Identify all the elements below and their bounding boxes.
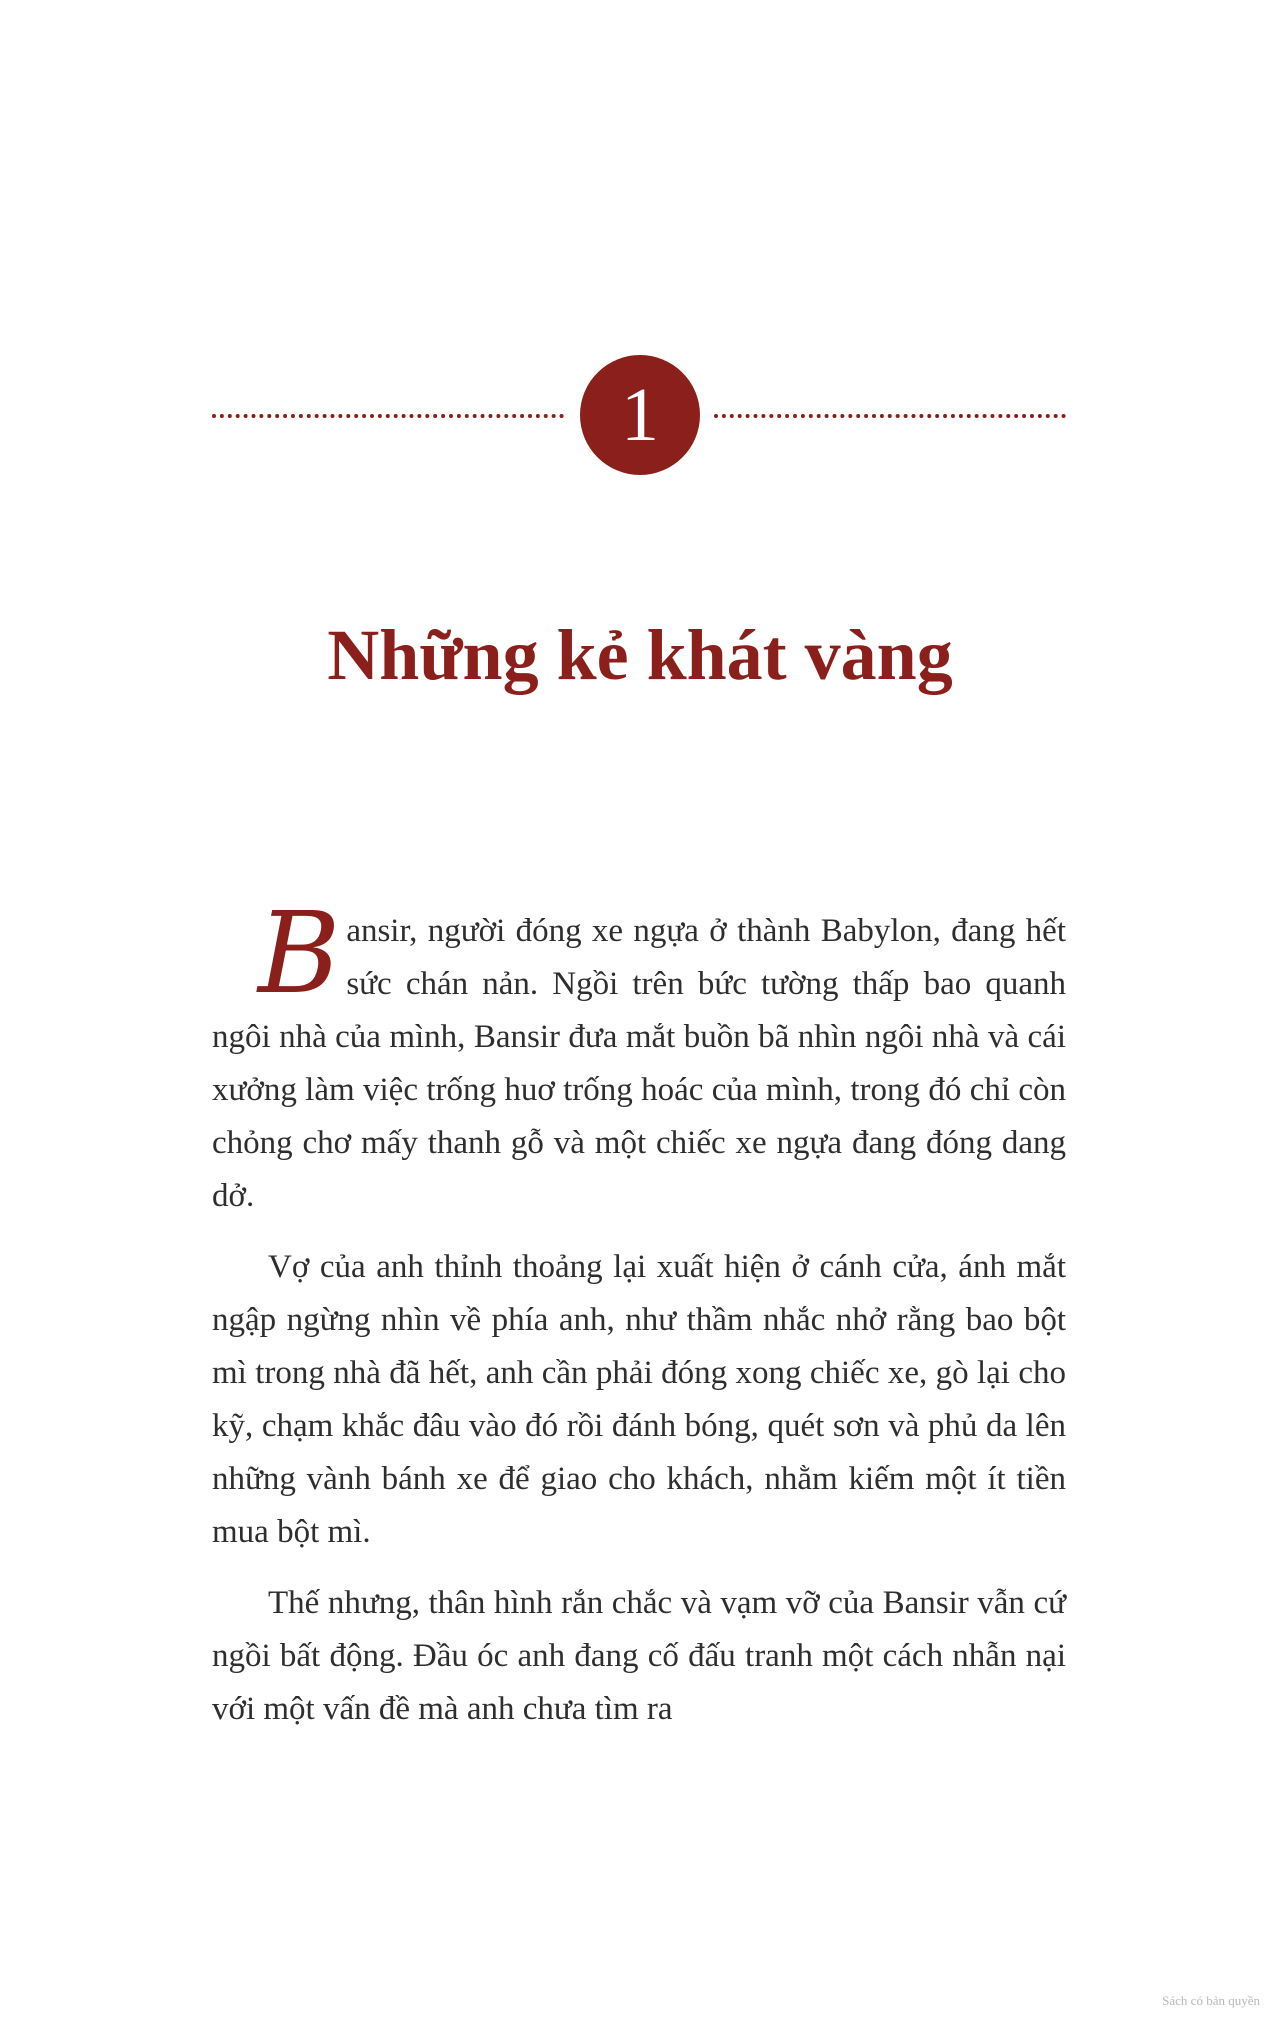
chapter-number-badge xyxy=(580,355,700,475)
copyright-note: Sách có bản quyền xyxy=(1162,1993,1260,2008)
dotted-rule-right xyxy=(714,414,1066,418)
paragraph-3: Thế nhưng, thân hình rắn chắc và vạm vỡ của Bansir vẫn cứ ngồi bất động. Đầu óc anh đang cố đấu tranh một cách nhẫn nại với một vấn đề mà anh chưa tìm ra xyxy=(212,1585,1066,1727)
chapter-marker xyxy=(212,355,1066,477)
paragraph-2: Vợ của anh thỉnh thoảng lại xuất hiện ở cánh cửa, ánh mắt ngập ngừng nhìn về phía anh, như thầm nhắc nhở rằng bao bột mì trong nhà đã hết, anh cần phải đóng xong chiếc xe, gò lại cho kỹ, chạm khắc đâu vào đó rồi đánh bóng, quét sơn và phủ da lên những vành bánh xe để giao cho khách, nhằm kiếm một ít tiền mua bột mì. xyxy=(212,1249,1066,1550)
chapter-body xyxy=(212,889,1066,1754)
paragraph-1-text: ansir, người đóng xe ngựa ở thành Babylon, đang hết sức chán nản. Ngồi trên bức tường thấp bao quanh ngôi nhà của mình, Bansir đưa mắt buồn bã nhìn ngôi nhà và cái xưởng làm việc trống huơ trống hoác của mình, trong đó chỉ còn chỏng chơ mấy thanh gỗ và một chiếc xe ngựa đang đóng dang dở. xyxy=(212,913,1066,1214)
paragraph-1 xyxy=(212,889,1066,1223)
chapter-title: Những kẻ khát vàng xyxy=(327,615,953,695)
dotted-rule-left xyxy=(212,414,564,418)
chapter-number: 1 xyxy=(621,373,659,457)
drop-cap: B xyxy=(258,889,341,1019)
